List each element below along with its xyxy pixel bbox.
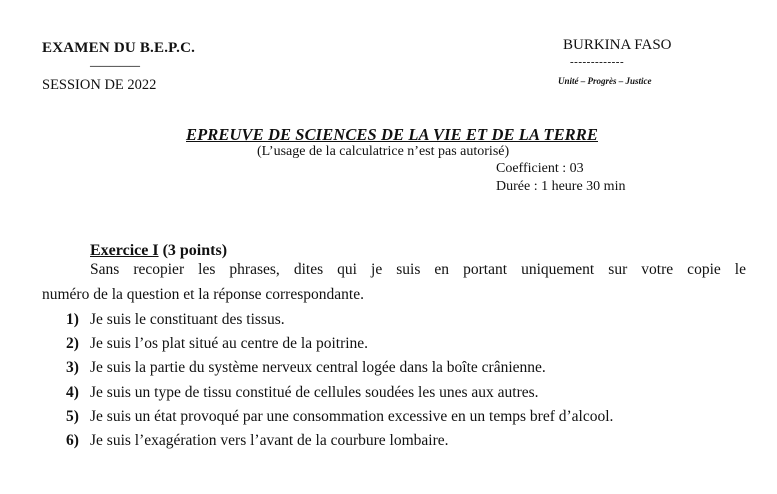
question-text: Je suis un état provoqué par une consommation excessive en un temps bref d’alcool. <box>90 407 614 425</box>
exercise-heading <box>90 242 227 260</box>
exercise-label: Exercice I <box>90 242 159 259</box>
question-number: 2) <box>66 335 79 353</box>
question-number: 3) <box>66 359 79 377</box>
question-text: Je suis un type de tissu constitué de cellules soudées les unes aux autres. <box>90 383 539 401</box>
country-name: BURKINA FASO <box>563 37 672 53</box>
exam-title: EPREUVE DE SCIENCES DE LA VIE ET DE LA TERRE <box>186 125 598 144</box>
question-number: 4) <box>66 383 79 401</box>
question-number: 5) <box>66 407 79 425</box>
session-label: SESSION DE 2022 <box>42 77 157 93</box>
question-text: Je suis la partie du système nerveux central logée dans la boîte crânienne. <box>90 359 546 377</box>
right-header-rule: ------------- <box>570 56 625 68</box>
exam-name: EXAMEN DU B.E.P.C. <box>42 40 196 56</box>
duration: Durée : 1 heure 30 min <box>496 179 626 194</box>
national-motto: Unité – Progrès – Justice <box>558 76 652 86</box>
exercise-points: (3 points) <box>162 242 228 259</box>
question-item <box>66 432 613 456</box>
question-item <box>66 384 613 408</box>
exercise-intro-line2: numéro de la question et la réponse correspondante. <box>42 286 364 303</box>
question-list <box>66 311 613 456</box>
calculator-note: (L’usage de la calculatrice n’est pas autorisé) <box>257 144 510 159</box>
question-number: 1) <box>66 311 79 328</box>
coefficient: Coefficient : 03 <box>496 161 584 176</box>
question-item <box>66 408 613 432</box>
question-text: Je suis l’os plat situé au centre de la poitrine. <box>90 335 369 353</box>
left-header-rule: ――――― <box>90 61 140 72</box>
question-item <box>66 335 613 359</box>
question-number: 6) <box>66 431 79 449</box>
exercise-intro-line1: Sans recopier les phrases, dites qui je suis en portant uniquement sur votre copie le <box>90 261 746 278</box>
question-text: Je suis l’exagération vers l’avant de la courbure lombaire. <box>90 431 449 449</box>
question-text: Je suis le constituant des tissus. <box>90 311 285 328</box>
question-item <box>66 359 613 383</box>
question-item <box>66 311 613 335</box>
